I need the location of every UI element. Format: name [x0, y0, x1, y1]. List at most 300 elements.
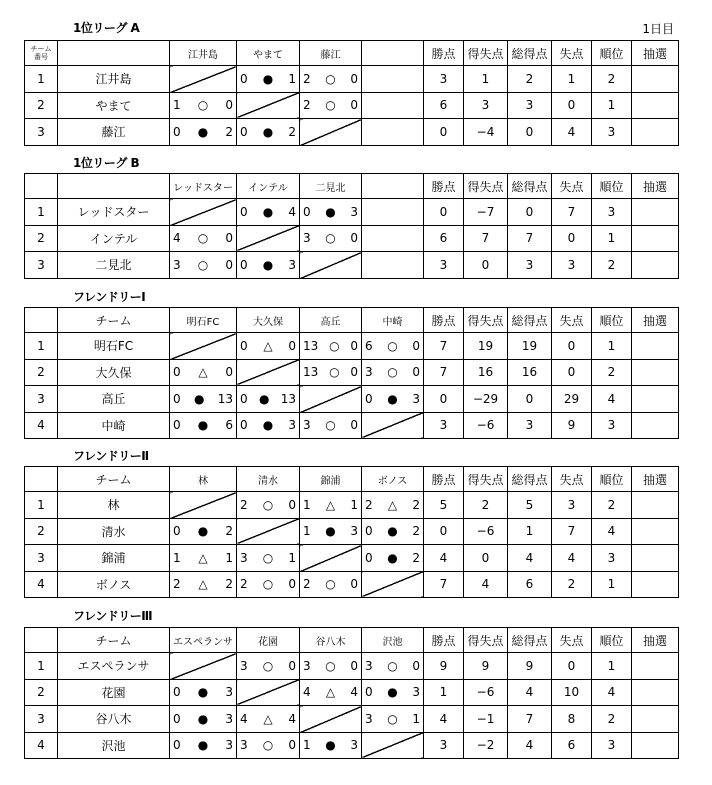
team-name: レッドスター: [58, 199, 170, 226]
lottery: [632, 333, 679, 360]
self-match-cell: [300, 119, 362, 146]
match-score: [362, 524, 423, 538]
score-against: 0: [225, 257, 233, 272]
rank: 2: [592, 252, 632, 279]
points: 0: [424, 199, 464, 226]
score-against: 4: [350, 685, 358, 700]
result-mark: △: [198, 550, 208, 565]
result-mark: ○: [387, 658, 398, 673]
score-against: 2: [225, 577, 233, 592]
team-number: 4: [25, 732, 58, 759]
score-for: 3: [365, 711, 373, 726]
opponent-header: インテル: [237, 174, 300, 199]
team-number: 3: [25, 252, 58, 279]
result-mark: ○: [325, 71, 336, 86]
league-table: [24, 466, 679, 598]
rank: 3: [592, 545, 632, 572]
score-for: 0: [173, 738, 181, 753]
score-against: 0: [412, 338, 420, 353]
points: 7: [424, 359, 464, 386]
goals-for: 5: [508, 492, 552, 519]
score-against: 1: [412, 711, 420, 726]
goals-against: 0: [552, 225, 592, 252]
match-result: [362, 66, 424, 93]
score-for: 0: [365, 524, 373, 539]
goals-against: 3: [552, 252, 592, 279]
goal-difference: −6: [464, 679, 508, 706]
result-mark: ○: [262, 497, 274, 512]
score-for: 1: [303, 738, 311, 753]
score-against: 0: [350, 658, 358, 673]
team-name: 高丘: [58, 386, 170, 413]
result-mark: ○: [325, 98, 336, 113]
match-result: [170, 706, 237, 733]
match-score: [300, 498, 361, 512]
match-result: [362, 199, 424, 226]
stat-header: 失点: [552, 628, 592, 653]
score-against: 1: [288, 71, 296, 86]
team-number: 1: [25, 492, 58, 519]
match-score: [362, 551, 423, 565]
score-for: 0: [173, 711, 181, 726]
team-name: 林: [58, 492, 170, 519]
match-score: [237, 205, 299, 219]
opponent-header: [362, 41, 424, 66]
team-name: エスペランサ: [58, 653, 170, 680]
team-name: 清水: [58, 518, 170, 545]
team-name-header: [58, 41, 170, 66]
result-mark: ●: [387, 524, 398, 539]
points: 6: [424, 225, 464, 252]
score-against: 2: [412, 524, 420, 539]
score-against: 3: [350, 524, 358, 539]
league-table: [24, 307, 679, 439]
match-result: [170, 92, 237, 119]
score-for: 4: [303, 685, 311, 700]
match-score: [170, 98, 236, 112]
match-result: [170, 412, 237, 439]
result-mark: ●: [262, 124, 274, 139]
stat-header: 順位: [592, 628, 632, 653]
opponent-header: 二見北: [300, 174, 362, 199]
goal-difference: 19: [464, 333, 508, 360]
match-score: [300, 72, 361, 86]
goals-against: 2: [552, 571, 592, 598]
result-mark: △: [325, 497, 336, 512]
match-score: [300, 205, 361, 219]
score-for: 3: [365, 658, 373, 673]
stat-header: 得失点: [464, 308, 508, 333]
goals-against: 0: [552, 333, 592, 360]
result-mark: ●: [325, 738, 336, 753]
stat-header: 抽選: [632, 41, 679, 66]
opponent-header: 中崎: [362, 308, 424, 333]
team-number: 3: [25, 119, 58, 146]
result-mark: ○: [262, 577, 274, 592]
team-row: [25, 679, 679, 706]
rank: 3: [592, 119, 632, 146]
points: 7: [424, 333, 464, 360]
goal-difference: 16: [464, 359, 508, 386]
match-score: [300, 365, 361, 379]
match-result: [237, 119, 300, 146]
goal-difference: −1: [464, 706, 508, 733]
rank: 1: [592, 653, 632, 680]
score-for: 2: [303, 98, 311, 113]
match-result: [362, 545, 424, 572]
match-result: [362, 92, 424, 119]
goals-for: 0: [508, 119, 552, 146]
team-row: [25, 252, 679, 279]
rank: 2: [592, 706, 632, 733]
league-title: フレンドリーⅠ: [73, 290, 146, 304]
stat-header: 失点: [552, 174, 592, 199]
rank: 2: [592, 66, 632, 93]
points: 7: [424, 571, 464, 598]
team-row: [25, 92, 679, 119]
team-name: 中崎: [58, 412, 170, 439]
match-result: [237, 386, 300, 413]
score-for: 3: [173, 257, 181, 272]
goals-for: 7: [508, 706, 552, 733]
stat-header: 総得点: [508, 174, 552, 199]
score-against: 0: [288, 577, 296, 592]
score-against: 0: [350, 418, 358, 433]
opponent-header: 沢池: [362, 628, 424, 653]
score-against: 2: [288, 124, 296, 139]
team-name: 錦浦: [58, 545, 170, 572]
goal-difference: −4: [464, 119, 508, 146]
match-score: [362, 685, 423, 699]
goals-against: 1: [552, 66, 592, 93]
match-score: [237, 125, 299, 139]
score-for: 2: [240, 577, 248, 592]
score-for: 0: [240, 71, 248, 86]
match-result: [362, 386, 424, 413]
match-result: [237, 492, 300, 519]
lottery: [632, 66, 679, 93]
team-row: [25, 545, 679, 572]
match-score: [237, 418, 299, 432]
stat-header: 順位: [592, 308, 632, 333]
match-result: [237, 571, 300, 598]
match-result: [362, 706, 424, 733]
score-against: 3: [350, 738, 358, 753]
goals-for: 19: [508, 333, 552, 360]
match-result: [362, 252, 424, 279]
score-against: 0: [350, 365, 358, 380]
stat-header: 得失点: [464, 174, 508, 199]
self-match-cell: [300, 706, 362, 733]
match-score: [237, 392, 299, 406]
match-result: [170, 359, 237, 386]
score-against: 0: [225, 231, 233, 246]
match-score: [300, 685, 361, 699]
match-score: [170, 258, 236, 272]
stat-header: 抽選: [632, 628, 679, 653]
team-row: [25, 518, 679, 545]
match-result: [300, 199, 362, 226]
result-mark: △: [198, 577, 208, 592]
match-score: [170, 685, 236, 699]
lottery: [632, 732, 679, 759]
match-score: [300, 231, 361, 245]
points: 0: [424, 518, 464, 545]
league-table: [24, 627, 679, 759]
score-against: 4: [288, 204, 296, 219]
match-result: [237, 333, 300, 360]
self-match-cell: [170, 66, 237, 93]
team-row: [25, 225, 679, 252]
points: 3: [424, 252, 464, 279]
team-number-header: [25, 308, 58, 333]
score-against: 3: [225, 738, 233, 753]
points: 4: [424, 545, 464, 572]
result-mark: △: [198, 365, 208, 380]
team-name: 江井島: [58, 66, 170, 93]
self-match-cell: [362, 412, 424, 439]
goal-difference: 1: [464, 66, 508, 93]
match-result: [237, 732, 300, 759]
goals-against: 4: [552, 119, 592, 146]
match-result: [170, 571, 237, 598]
result-mark: ●: [262, 418, 274, 433]
score-for: 0: [240, 338, 248, 353]
score-against: 1: [225, 550, 233, 565]
team-number: 4: [25, 412, 58, 439]
team-name-header: チーム: [58, 467, 170, 492]
goals-against: 8: [552, 706, 592, 733]
lottery: [632, 706, 679, 733]
score-for: 0: [240, 124, 248, 139]
self-match-cell: [170, 653, 237, 680]
score-for: 3: [303, 658, 311, 673]
team-number-header: [25, 41, 58, 66]
match-result: [300, 333, 362, 360]
match-score: [170, 125, 236, 139]
score-for: 2: [173, 577, 181, 592]
match-score: [300, 738, 361, 752]
goals-for: 6: [508, 571, 552, 598]
score-for: 0: [303, 204, 311, 219]
match-score: [170, 577, 236, 591]
goals-for: 7: [508, 225, 552, 252]
match-result: [170, 545, 237, 572]
result-mark: ○: [387, 711, 398, 726]
score-against: 2: [225, 524, 233, 539]
match-result: [170, 225, 237, 252]
score-for: 0: [173, 124, 181, 139]
result-mark: ●: [387, 550, 398, 565]
stat-header: 総得点: [508, 41, 552, 66]
stat-header: 得失点: [464, 41, 508, 66]
match-score: [170, 551, 236, 565]
result-mark: ●: [262, 257, 274, 272]
stat-header: 勝点: [424, 628, 464, 653]
match-score: [170, 418, 236, 432]
match-result: [237, 412, 300, 439]
day-label: 1日目: [642, 22, 674, 36]
self-match-cell: [362, 571, 424, 598]
score-for: 0: [173, 365, 181, 380]
result-mark: ●: [387, 391, 398, 406]
goal-difference: 3: [464, 92, 508, 119]
goals-for: 2: [508, 66, 552, 93]
score-against: 3: [225, 711, 233, 726]
stat-header: 失点: [552, 308, 592, 333]
team-row: [25, 199, 679, 226]
goal-difference: 0: [464, 545, 508, 572]
header-row: [25, 467, 679, 492]
match-score: [362, 712, 423, 726]
match-score: [237, 339, 299, 353]
team-name: 二見北: [58, 252, 170, 279]
goal-difference: 4: [464, 571, 508, 598]
match-result: [170, 518, 237, 545]
score-for: 0: [365, 391, 373, 406]
match-score: [237, 712, 299, 726]
result-mark: ○: [325, 658, 336, 673]
score-for: 1: [173, 98, 181, 113]
goals-for: 4: [508, 732, 552, 759]
points: 0: [424, 386, 464, 413]
team-name: 沢池: [58, 732, 170, 759]
goals-against: 0: [552, 92, 592, 119]
rank: 4: [592, 679, 632, 706]
match-result: [300, 679, 362, 706]
result-mark: ○: [262, 738, 274, 753]
points: 0: [424, 119, 464, 146]
rank: 2: [592, 492, 632, 519]
score-for: 2: [303, 577, 311, 592]
result-mark: ○: [387, 365, 398, 380]
team-number: 4: [25, 571, 58, 598]
team-row: [25, 492, 679, 519]
team-name-header: [58, 174, 170, 199]
score-against: 3: [288, 418, 296, 433]
team-number: 3: [25, 706, 58, 733]
goals-for: 0: [508, 199, 552, 226]
opponent-header: 藤江: [300, 41, 362, 66]
rank: 1: [592, 225, 632, 252]
rank: 1: [592, 92, 632, 119]
match-score: [237, 577, 299, 591]
stat-header: 得失点: [464, 628, 508, 653]
score-against: 3: [350, 204, 358, 219]
match-score: [300, 339, 361, 353]
rank: 2: [592, 359, 632, 386]
team-number: 2: [25, 359, 58, 386]
stat-header: 順位: [592, 174, 632, 199]
score-for: 1: [303, 497, 311, 512]
stat-header: 勝点: [424, 174, 464, 199]
score-for: 2: [365, 497, 373, 512]
result-mark: △: [387, 497, 398, 512]
team-number: 1: [25, 653, 58, 680]
match-score: [362, 339, 423, 353]
match-result: [300, 571, 362, 598]
lottery: [632, 571, 679, 598]
team-row: [25, 412, 679, 439]
lottery: [632, 386, 679, 413]
team-name: インテル: [58, 225, 170, 252]
goals-for: 4: [508, 679, 552, 706]
score-against: 2: [225, 124, 233, 139]
team-row: [25, 653, 679, 680]
score-for: 3: [240, 738, 248, 753]
team-number-header: [25, 628, 58, 653]
stat-header: 勝点: [424, 41, 464, 66]
match-score: [170, 738, 236, 752]
team-name-header: チーム: [58, 628, 170, 653]
match-result: [300, 66, 362, 93]
goal-difference: −6: [464, 518, 508, 545]
result-mark: ○: [197, 257, 209, 272]
score-for: 2: [240, 497, 248, 512]
match-result: [300, 412, 362, 439]
match-result: [170, 119, 237, 146]
score-for: 3: [303, 418, 311, 433]
points: 6: [424, 92, 464, 119]
stat-header: 抽選: [632, 467, 679, 492]
match-score: [362, 498, 423, 512]
opponent-header: [362, 174, 424, 199]
goals-for: 9: [508, 653, 552, 680]
result-mark: △: [263, 338, 273, 353]
match-score: [300, 524, 361, 538]
team-name: 谷八木: [58, 706, 170, 733]
match-result: [237, 706, 300, 733]
score-against: 0: [288, 738, 296, 753]
result-mark: ○: [325, 231, 336, 246]
result-mark: ●: [258, 391, 270, 406]
self-match-cell: [170, 492, 237, 519]
score-against: 0: [288, 497, 296, 512]
league-table: [24, 40, 679, 146]
score-against: 2: [412, 550, 420, 565]
score-for: 4: [173, 231, 181, 246]
score-against: 3: [412, 685, 420, 700]
match-score: [237, 72, 299, 86]
result-mark: ○: [262, 550, 274, 565]
team-name: 花園: [58, 679, 170, 706]
goals-for: 3: [508, 92, 552, 119]
result-mark: ●: [262, 71, 274, 86]
score-for: 6: [365, 338, 373, 353]
match-result: [170, 732, 237, 759]
match-result: [237, 545, 300, 572]
score-against: 2: [412, 497, 420, 512]
result-mark: ●: [197, 738, 209, 753]
match-result: [362, 225, 424, 252]
match-result: [237, 653, 300, 680]
match-result: [237, 252, 300, 279]
opponent-header: 明石FC: [170, 308, 237, 333]
score-against: 0: [225, 365, 233, 380]
score-against: 0: [412, 365, 420, 380]
team-number: 3: [25, 386, 58, 413]
score-against: 3: [225, 685, 233, 700]
team-name: 明石FC: [58, 333, 170, 360]
team-row: [25, 119, 679, 146]
team-number-label: チーム: [30, 45, 52, 53]
goals-against: 4: [552, 545, 592, 572]
match-result: [300, 92, 362, 119]
score-for: 0: [173, 391, 181, 406]
goal-difference: 9: [464, 653, 508, 680]
result-mark: △: [263, 711, 273, 726]
stat-header: 勝点: [424, 467, 464, 492]
